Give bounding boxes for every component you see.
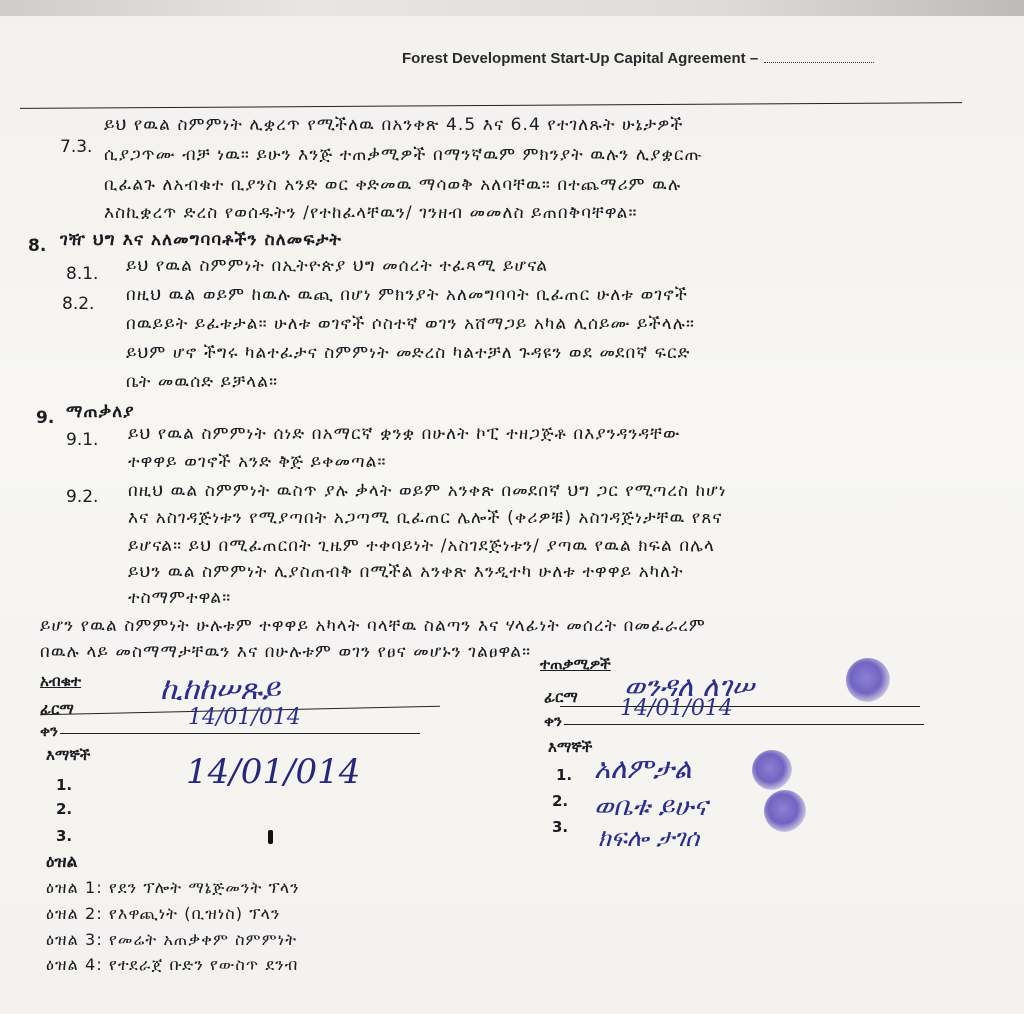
section-9-2-line-2: እና አስገዳጅነቱን የሚያጣበት አጋጣሚ ቢፈጠር ሌሎች (ቀሪዎቹ) አስገዳጅነታቸዉ የጸና: [128, 508, 723, 528]
section-9-2-line-1: በዚህ ዉል ስምምነት ዉስጥ ያሉ ቃላት ወይም አንቀጽ በመደበኛ ህግ ጋር የሚጣረስ ከሆነ: [128, 481, 727, 501]
right-signature: ወንዳለ ለገሠ: [624, 670, 755, 703]
section-8-2-line-2: በዉይይት ይፈቱታል። ሁለቱ ወገኖች ሶስተኛ ወገን አሸማጋይ አካል ሊሰይሙ ይችላሉ።: [126, 314, 696, 334]
left-witness-1: 1.: [56, 776, 73, 794]
section-9-1-line-2: ተዋዋይ ወገኖች አንድ ቅጅ ይቀመጣል።: [128, 452, 387, 472]
section-7-3-line-4: እስኪቋረጥ ድረስ የወሰዱትን /የተከፈላቸዉን/ ገንዘብ መመለስ ይጠበቅባቸዋል።: [104, 203, 638, 223]
left-witness-label: እማኞች: [46, 746, 91, 764]
right-witness-2: 2.: [552, 792, 569, 810]
witness-1-thumbprint: [752, 750, 792, 790]
right-witness-label: እማኞች: [548, 738, 593, 756]
annex-item-1: ዕዝል 1: የደን ፕሎት ማኔጅመንት ፕላን: [46, 878, 300, 897]
right-sign-label: ፊርማ: [544, 688, 578, 706]
closing-line-1: ይሆን የዉል ስምምነት ሁሉቱም ተዋዋይ አካላት ባላቸዉ ስልጣን እና ሃላፊነት መሰረት በመፈራረም: [40, 616, 706, 636]
right-date-line: [564, 724, 924, 725]
header-rule: [20, 102, 962, 109]
section-8-2-line-4: ቤት መዉሰድ ይቻላል።: [126, 372, 279, 392]
section-9-title: ማጠቃለያ: [66, 402, 135, 422]
left-sign-label: ፊርማ: [40, 700, 74, 718]
right-party-label: ተጠቃሚዎች: [540, 655, 611, 673]
right-witness-2-name: ወቤቱ ይሁና: [594, 792, 708, 822]
section-8-2-line-1: በዚህ ዉል ወይም ከዉሉ ዉጪ በሆነ ምክንያት አለመግባባት ቢፈጠር ሁለቱ ወገኖች: [126, 285, 688, 305]
section-7-3-line-2: ሲያጋጥሙ ብቻ ነዉ። ይሁን እንጅ ተጠቃሚዎች በማንኛዉም ምክንያት ዉሉን ሊያቋርጡ: [104, 145, 703, 165]
annex-item-4: ዕዝል 4: የተደራጀ ቡድን የውስጥ ደንብ: [46, 955, 299, 974]
section-8-number: 8.: [28, 236, 47, 256]
left-party-label: አብቁተ: [40, 672, 82, 690]
section-8-2-line-3: ይህም ሆኖ ችግሩ ካልተፈታና ስምምነት መድረስ ካልተቻለ ጉዳዩን ወደ መደበኛ ፍርድ: [126, 343, 691, 363]
right-witness-1: 1.: [556, 766, 573, 784]
section-9-number: 9.: [36, 408, 55, 428]
witness-2-thumbprint: [764, 790, 806, 832]
header-title: Forest Development Start-Up Capital Agreement –: [402, 50, 759, 67]
section-8-title: ገዥ ህግ እና አለመግባባቶችን ስለመፍታት: [60, 230, 342, 250]
section-9-1-line-1: ይህ የዉል ስምምነት ሰነድ በአማርኛ ቋንቋ በሁለት ኮፒ ተዘጋጅቶ በእያንዳንዳቸው: [128, 424, 681, 444]
section-7-3-number: 7.3.: [60, 137, 93, 157]
section-9-1-number: 9.1.: [66, 430, 99, 450]
document-header: [402, 50, 962, 72]
right-witness-3-name: ክፍሎ ታገሰ: [598, 824, 700, 852]
left-signature: ኪከከሠጹይ: [160, 672, 281, 707]
right-date-label: ቀን: [544, 712, 562, 730]
annex-title: ዕዝል: [46, 852, 78, 872]
section-7-3-line-3: ቢፈልጉ ለአብቁተ ቢያንስ አንድ ወር ቀድመዉ ማሳወቅ አለባቸዉ። በተጨማሪም ዉሉ: [104, 175, 682, 195]
section-9-2-line-4: ይህን ዉል ስምምነት ሊያስጠብቅ በሚችል አንቀጽ እንዲተካ ሁለቱ ተዋዋይ አካለት: [128, 562, 684, 582]
annex-item-2: ዕዝል 2: የእዋጪነት (ቢዝነስ) ፕላን: [46, 904, 281, 923]
section-7-3-line-1: ይህ የዉል ስምምነት ሊቋረጥ የሚችለዉ በአንቀጽ 4.5 እና 6.4 የተገለጹት ሁኔታዎች: [104, 115, 684, 135]
section-8-1-line-1: ይህ የዉል ስምምነት በኢትዮጵያ ህግ መሰረት ተፈጻሚ ይሆናል: [126, 256, 549, 276]
right-sign-line: [560, 706, 920, 707]
right-witness-3: 3.: [552, 818, 569, 836]
left-date-line: [60, 733, 420, 734]
right-witness-1-name: አለምታል: [594, 752, 692, 785]
closing-line-2: በዉሉ ላይ መስማማታቸዉን እና በሁሉቱም ወገን የፀና መሆኑን ገልፀዋል።: [40, 642, 532, 662]
left-witness-2: 2.: [56, 800, 73, 818]
ink-mark: [268, 830, 273, 844]
section-9-2-number: 9.2.: [66, 487, 99, 507]
left-witness-3: 3.: [56, 827, 73, 845]
header-blank: [764, 52, 874, 63]
left-witness-date-handwritten: 14/01/014: [186, 752, 361, 792]
section-8-2-number: 8.2.: [62, 294, 95, 314]
left-date-handwritten: 14/01/014: [188, 705, 301, 730]
section-8-1-number: 8.1.: [66, 264, 99, 284]
annex-item-3: ዕዝል 3: የመሬት አጠቃቀም ስምምነት: [46, 930, 298, 949]
section-9-2-line-3: ይሆናል። ይህ በሚፈጠርበት ጊዜም ተቀባይነት /አስገደጅነቱን/ ያጣዉ የዉል ክፍል በሌላ: [128, 536, 715, 556]
page-edge: [0, 0, 1024, 16]
section-9-2-line-5: ተስማምተዋል።: [128, 588, 232, 608]
right-thumbprint: [846, 658, 890, 702]
right-date-handwritten: 14/01/014: [620, 696, 733, 721]
left-date-label: ቀን: [40, 722, 58, 740]
